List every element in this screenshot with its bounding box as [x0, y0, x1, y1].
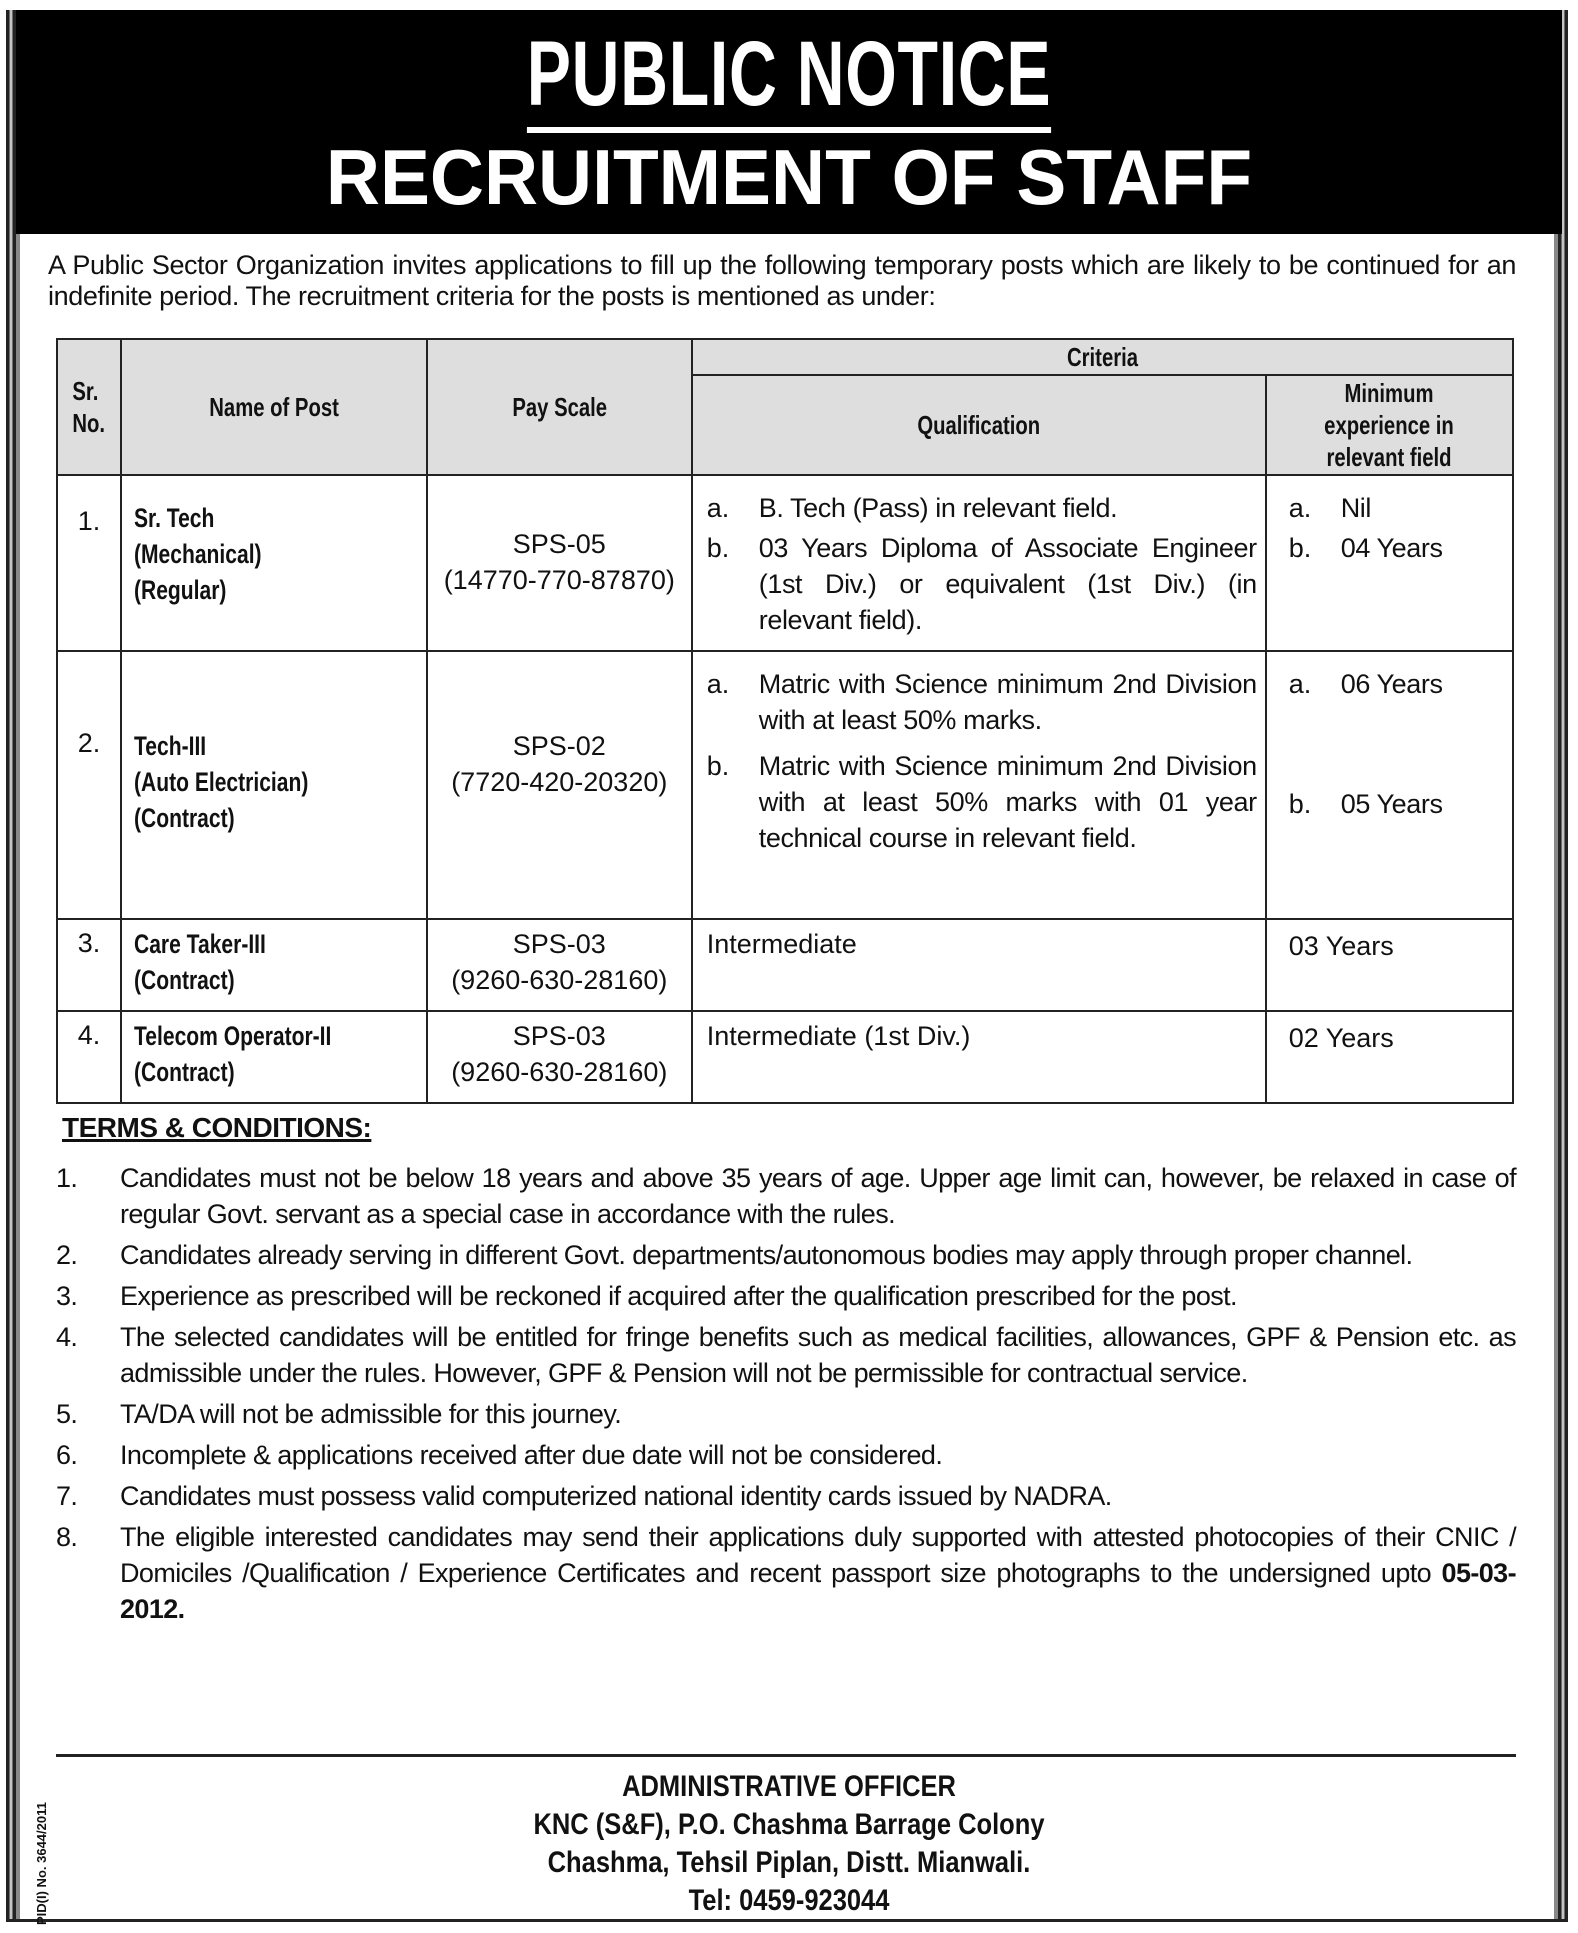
notice-title: PUBLIC NOTICE [232, 28, 1345, 120]
pay-scale: SPS-05 (14770-770-87870) [427, 475, 692, 651]
post-name: Care Taker-III (Contract) [121, 919, 427, 1011]
term-item: 1. Candidates must not be below 18 years and above 35 years of age. Upper age limit can, however, be relaxed in case of regular Govt. servant as a special case in accordance with the rules. [56, 1163, 1516, 1229]
qualification: a. Matric with Science minimum 2nd Division with at least 50% marks. b. Matric with Science minimum 2nd Division with at least 50% marks with 01 year technical course in relevant field. [692, 651, 1266, 919]
min-experience: 02 Years [1266, 1011, 1513, 1103]
terms-heading: TERMS & CONDITIONS: [62, 1112, 372, 1143]
qualification: Intermediate (1st Div.) [692, 1011, 1266, 1103]
post-name: Sr. Tech (Mechanical) (Regular) [121, 475, 427, 651]
min-experience: 03 Years [1266, 919, 1513, 1011]
signature-block [0, 1768, 1578, 1920]
sr-no: 1. [57, 475, 121, 651]
post-name: Tech-III (Auto Electrician) (Contract) [121, 651, 427, 919]
sr-no: 3. [57, 919, 121, 1011]
header-pay-scale: Pay Scale [427, 339, 692, 475]
notice-subtitle: RECRUITMENT OF STAFF [325, 133, 1253, 221]
sr-no: 4. [57, 1011, 121, 1103]
intro-paragraph: A Public Sector Organization invites applications to fill up the following temporary posts which are likely to be continued for an indefinite period. The recruitment criteria for the posts is mentioned as under: [48, 250, 1516, 311]
signature-title: ADMINISTRATIVE OFFICER [622, 1770, 956, 1803]
signature-address: Chashma, Tehsil Piplan, Distt. Mianwali. [547, 1846, 1031, 1879]
table-row [57, 1011, 1513, 1103]
header-name-of-post: Name of Post [121, 339, 427, 475]
min-experience: a. Nil b. 04 Years [1266, 475, 1513, 651]
signature-phone: Tel: 0459-923044 [688, 1884, 890, 1917]
divider [56, 1754, 1516, 1757]
header-criteria: Criteria [692, 339, 1513, 375]
term-item: 6. Incomplete & applications received after due date will not be considered. [56, 1440, 943, 1470]
signature-org: KNC (S&F), P.O. Chashma Barrage Colony [533, 1808, 1045, 1841]
table-row [57, 475, 1513, 651]
due-date: 05-03-2012. [120, 1558, 1516, 1624]
post-name: Telecom Operator-II (Contract) [121, 1011, 427, 1103]
term-item: 5. TA/DA will not be admissible for this journey. [56, 1399, 622, 1429]
qualification: a. B. Tech (Pass) in relevant field. b. 03 Years Diploma of Associate Engineer (1st Div.) or equivalent (1st Div.) (in relevant field). [692, 475, 1266, 651]
header-banner [16, 10, 1562, 234]
header-sr-no: Sr. No. [57, 339, 121, 475]
header-qualification: Qualification [692, 375, 1266, 475]
terms-list [56, 1160, 1516, 1632]
table-row [57, 651, 1513, 919]
min-experience: a. 06 Years b. 05 Years [1266, 651, 1513, 919]
term-item: 7. Candidates must possess valid computerized national identity cards issued by NADRA. [56, 1481, 1112, 1511]
term-item: 4. The selected candidates will be entitled for fringe benefits such as medical facilities, allowances, GPF & Pension etc. as admissible under the rules. However, GPF & Pension will not be permissible for contractual service. [56, 1322, 1516, 1388]
sr-no: 2. [57, 651, 121, 919]
posts-table [56, 338, 1514, 1104]
term-item: 2. Candidates already serving in different Govt. departments/autonomous bodies may apply through proper channel. [56, 1240, 1413, 1270]
term-item: 3. Experience as prescribed will be reckoned if acquired after the qualification prescribed for the post. [56, 1281, 1237, 1311]
table-row [57, 919, 1513, 1011]
term-item: 8. The eligible interested candidates may send their applications duly supported with attested photocopies of their CNIC / Domiciles /Qualification / Experience Certificates and recent passport size photographs to the undersigned upto 05-03-2012. [56, 1522, 1516, 1624]
pay-scale: SPS-03 (9260-630-28160) [427, 1011, 692, 1103]
pay-scale: SPS-03 (9260-630-28160) [427, 919, 692, 1011]
header-min-experience: Minimum experience in relevant field [1266, 375, 1513, 475]
pid-number: PID(I) No. 3644/2011 [34, 1802, 49, 1925]
pay-scale: SPS-02 (7720-420-20320) [427, 651, 692, 919]
qualification: Intermediate [692, 919, 1266, 1011]
